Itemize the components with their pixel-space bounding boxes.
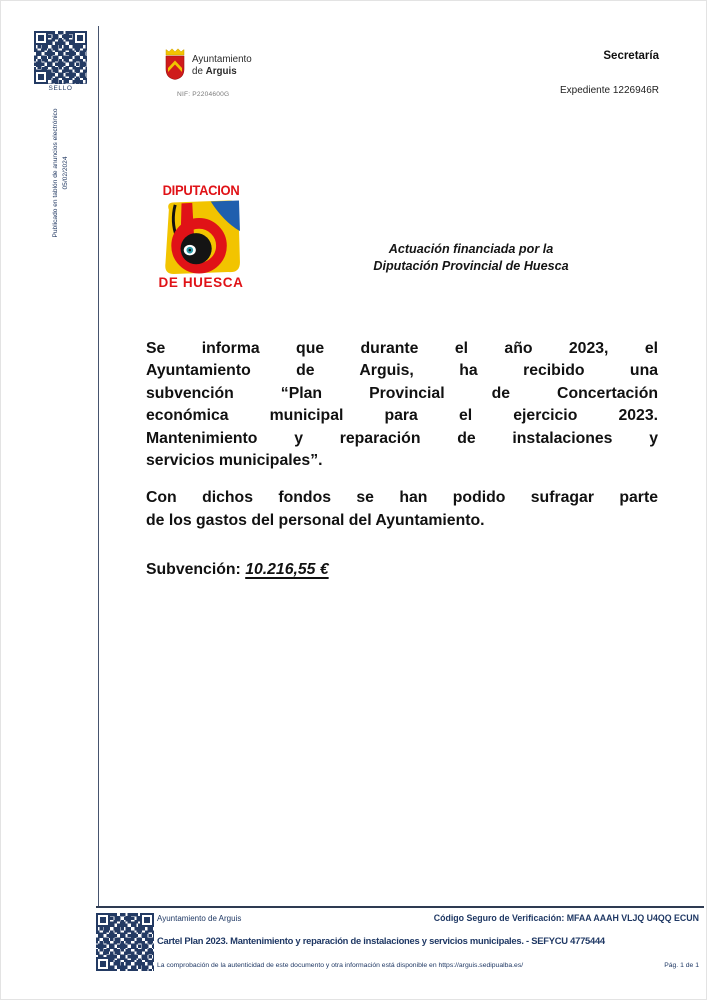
footer-divider <box>96 906 704 908</box>
diputacion-logo-bottom-text: DE HUESCA <box>158 275 244 290</box>
org-name-line1: Ayuntamiento <box>192 54 252 65</box>
qr-finder-icon <box>96 957 110 971</box>
body-line: subvención “Plan Provincial de Concertación <box>146 384 658 402</box>
sidebar-divider <box>98 26 99 906</box>
funding-note-line2: Diputación Provincial de Huesca <box>373 258 569 273</box>
org-nif: NIF: P2204600G <box>177 91 230 98</box>
subsidy-label: Subvención: <box>146 561 246 579</box>
qr-finder-icon <box>96 913 110 927</box>
subsidy-line <box>146 559 658 581</box>
body-line: Con dichos fondos se han podido sufragar parte <box>146 489 658 507</box>
footer-qr-code-icon <box>96 913 154 971</box>
body-line: Mantenimiento y reparación de instalaciones y <box>146 429 658 447</box>
stamp-label: SELLO <box>48 85 73 92</box>
department-title: Secretaría <box>603 50 659 62</box>
footer-page-indicator: Pág. 1 de 1 <box>664 962 699 969</box>
footer-verification-note: La comprobación de la autenticidad de este documento y otra información está disponible en https://arguis.sedipualba.es/ <box>157 962 524 969</box>
paragraph-1 <box>146 338 658 472</box>
stamp-qr-code-icon <box>34 31 87 84</box>
town-crest-icon <box>163 46 187 82</box>
publication-stamp-line1: Publicado en tablón de anuncios electrónico <box>52 108 59 238</box>
qr-finder-icon <box>73 31 87 45</box>
footer-org-name: Ayuntamiento de Arguis <box>157 914 242 923</box>
qr-finder-icon <box>34 31 48 45</box>
subsidy-amount: 10.216,55 € <box>245 561 329 579</box>
qr-finder-icon <box>140 913 154 927</box>
org-name <box>192 54 252 78</box>
funding-note <box>331 241 611 274</box>
body-text <box>146 338 658 582</box>
diputacion-huesca-logo <box>156 183 246 290</box>
diputacion-logo-artwork-icon <box>162 200 240 274</box>
body-line: económica municipal para el ejercicio 2023. <box>146 407 658 425</box>
publication-stamp-date: 05/02/2024 <box>61 156 69 190</box>
paragraph-2 <box>146 487 658 532</box>
footer-verification-code: Código Seguro de Verificación: MFAA AAAH VLJQ U4QQ ECUN <box>433 913 699 923</box>
qr-finder-icon <box>34 70 48 84</box>
diputacion-logo-top-text: DIPUTACION <box>162 183 240 198</box>
footer-document-title: Cartel Plan 2023. Mantenimiento y reparación de instalaciones y servicios municipales. - SEFYCU 4775444 <box>157 935 605 946</box>
body-line: servicios municipales”. <box>146 452 323 470</box>
org-name-line2: de Arguis <box>192 65 237 77</box>
expediente-number: Expediente 1226946R <box>560 85 659 96</box>
body-line: de los gastos del personal del Ayuntamiento. <box>146 511 485 529</box>
body-line: Se informa que durante el año 2023, el <box>146 340 658 357</box>
body-line: Ayuntamiento de Arguis, ha recibido una <box>146 362 658 380</box>
publication-stamp-text <box>51 91 71 255</box>
funding-note-line1: Actuación financiada por la <box>388 242 554 256</box>
